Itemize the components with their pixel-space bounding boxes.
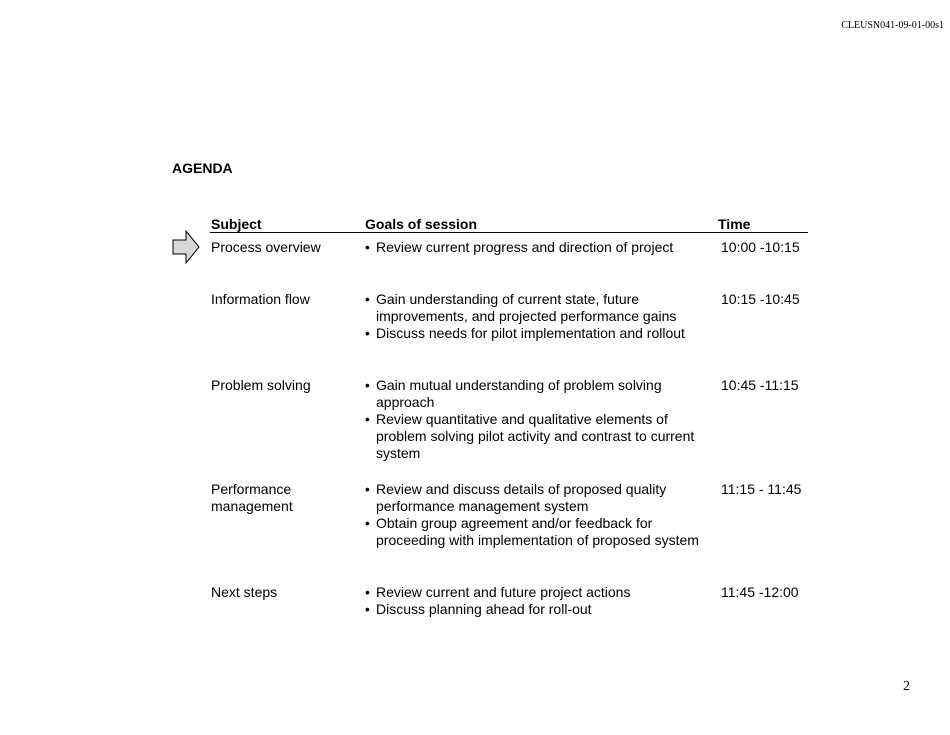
row-subject: Problem solving <box>211 377 311 393</box>
row-goals <box>365 584 705 618</box>
goal-item: • Discuss planning ahead for roll-out <box>365 601 705 618</box>
header-goals: Goals of session <box>365 216 478 232</box>
goal-item: • Gain understanding of current state, future improvements, and projected performance gains <box>365 291 705 325</box>
row-subject: Performance management <box>211 481 293 514</box>
header-time: Time <box>718 216 751 232</box>
row-goals <box>365 481 705 549</box>
row-subject: Next steps <box>211 584 278 600</box>
document-id: CLEUSN041-09-01-00s1 <box>841 20 944 31</box>
current-item-arrow-icon <box>172 230 200 269</box>
header-divider <box>210 232 808 233</box>
row-goals <box>365 239 705 256</box>
row-time: 10:00 -10:15 <box>721 239 800 255</box>
goal-item: • Discuss needs for pilot implementation and rollout <box>365 325 705 342</box>
row-time: 11:15 - 11:45 <box>721 481 802 497</box>
row-time: 11:45 -12:00 <box>721 584 799 600</box>
page-number: 2 <box>903 679 910 694</box>
goal-item: • Gain mutual understanding of problem solving approach <box>365 377 705 411</box>
goal-item: • Review current and future project actions <box>365 584 705 601</box>
row-subject: Information flow <box>211 291 310 307</box>
row-goals <box>365 291 705 342</box>
goal-item: • Review and discuss details of proposed quality performance management system <box>365 481 705 515</box>
page-title: AGENDA <box>172 160 233 176</box>
row-time: 10:45 -11:15 <box>721 377 799 393</box>
goal-item: • Review current progress and direction of project <box>365 239 705 256</box>
goal-item: • Obtain group agreement and/or feedback for proceeding with implementation of proposed system <box>365 515 705 549</box>
row-time: 10:15 -10:45 <box>721 291 800 307</box>
goal-item: • Review quantitative and qualitative elements of problem solving pilot activity and contrast to current system <box>365 411 705 462</box>
header-subject: Subject <box>211 216 262 232</box>
row-subject: Process overview <box>211 239 321 255</box>
row-goals <box>365 377 705 462</box>
